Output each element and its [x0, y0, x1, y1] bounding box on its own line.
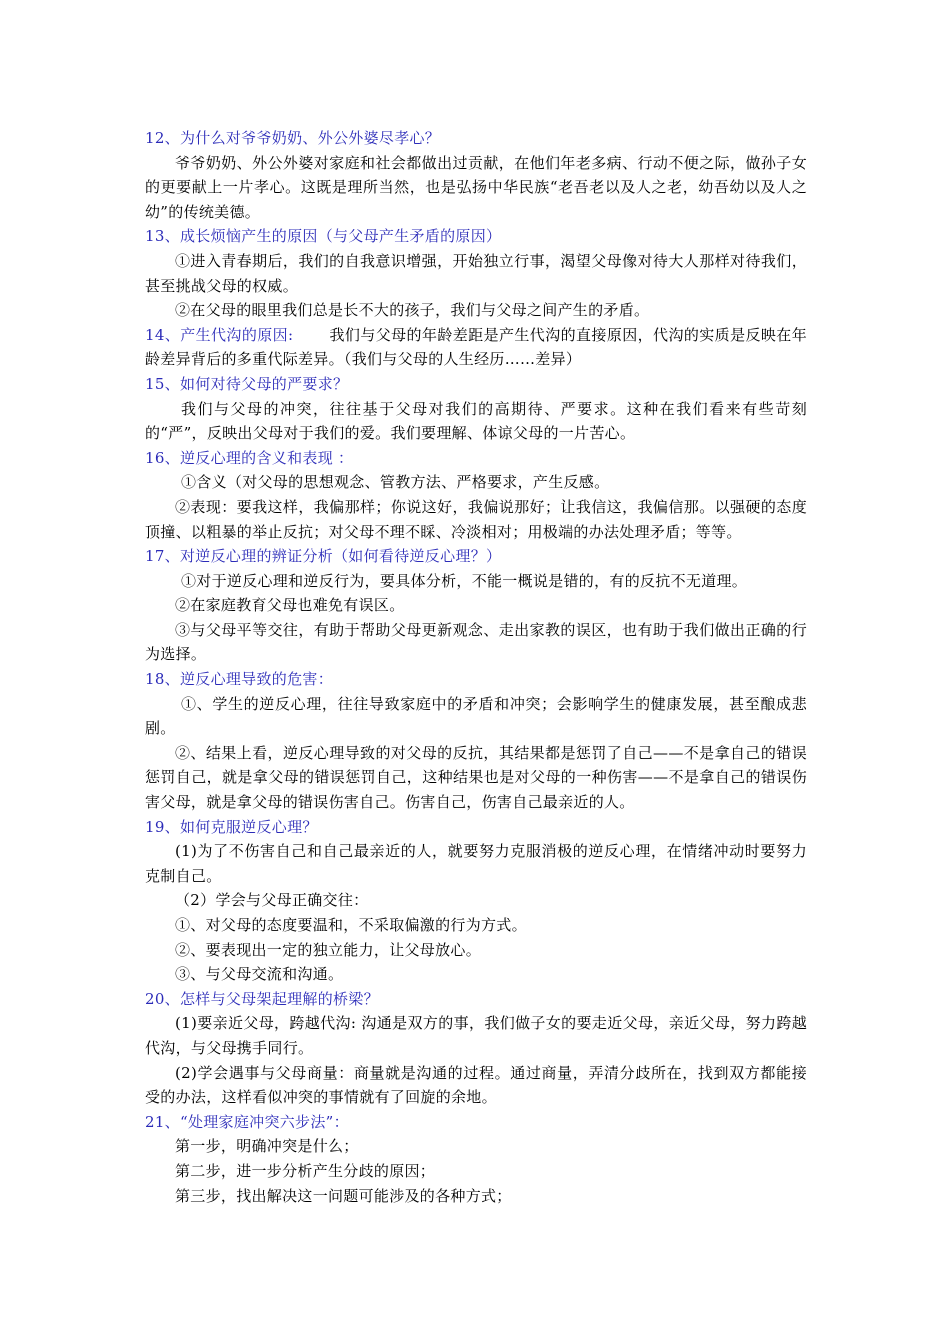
heading-18: 18、逆反心理导致的危害：	[145, 670, 333, 689]
paragraph-19-5: ③、与父母交流和沟通。	[175, 965, 344, 984]
paragraph-14	[145, 323, 807, 372]
paragraph-18-2: ②、结果上看，逆反心理导致的对父母的反抗，其结果都是惩罚了自己——不是拿自己的错误惩罚自己，就是拿父母的错误惩罚自己，这种结果也是对父母的一种伤害——不是拿自己的错误伤害父母，就是拿父母的错误伤害自己。伤害自己，伤害自己最亲近的人。	[145, 743, 807, 812]
paragraph-21-3: 第三步，找出解决这一问题可能涉及的各种方式；	[175, 1186, 512, 1205]
paragraph-21-1: 第一步，明确冲突是什么；	[175, 1137, 359, 1156]
paragraph-19-1: (1)为了不伤害自己和自己最亲近的人，就要努力克服消极的逆反心理，在情绪冲动时要努力克制自己。	[145, 842, 807, 885]
document-body	[145, 126, 807, 1208]
paragraph-19-4: ②、要表现出一定的独立能力，让父母放心。	[175, 940, 482, 959]
paragraph-16-2: ②表现：要我这样，我偏那样；你说这好，我偏说那好；让我信这，我偏信那。以强硬的态度顶撞、以粗暴的举止反抗；对父母不理不睬、冷淡相对；用极端的办法处理矛盾；等等。	[145, 497, 807, 541]
paragraph-17-2: ②在家庭教育父母也难免有误区。	[175, 596, 405, 615]
paragraph-14-text: 我们与父母的年龄差距是产生代沟的直接原因，代沟的实质是反映在年龄差异背后的多重代际差异。（我们与父母的人生经历……差异）	[145, 325, 807, 369]
paragraph-16-1: ①含义（对父母的思想观念、管教方法、严格要求，产生反感。	[181, 473, 610, 492]
heading-14: 14、产生代沟的原因:	[145, 325, 294, 344]
paragraph-20-2: (2)学会遇事与父母商量：商量就是沟通的过程。通过商量，弄清分歧所在，找到双方都能接受的办法，这样看似冲突的事情就有了回旋的余地。	[145, 1063, 807, 1107]
heading-17: 17、对逆反心理的辨证分析（如何看待逆反心理？）	[145, 547, 502, 566]
paragraph-13-1: ①进入青春期后，我们的自我意识增强，开始独立行事，渴望父母像对待大人那样对待我们，甚至挑战父母的权威。	[145, 251, 807, 295]
heading-12: 12、为什么对爷爷奶奶、外公外婆尽孝心？	[145, 129, 441, 147]
heading-20: 20、怎样与父母架起理解的桥梁？	[145, 989, 379, 1008]
paragraph-17-3: ③与父母平等交往，有助于帮助父母更新观念、走出家教的误区，也有助于我们做出正确的行为选择。	[145, 620, 807, 664]
paragraph-15-1: 我们与父母的冲突，往往基于父母对我们的高期待、严要求。这种在我们看来有些苛刻的“严”，反映出父母对于我们的爱。我们要理解、体谅父母的一片苦心。	[145, 399, 807, 443]
paragraph-17-1: ①对于逆反心理和逆反行为，要具体分析，不能一概说是错的，有的反抗不无道理。	[181, 571, 748, 590]
heading-13: 13、成长烦恼产生的原因（与父母产生矛盾的原因）	[145, 227, 502, 246]
paragraph-19-2: （2）学会与父母正确交往：	[175, 891, 369, 910]
paragraph-19-3: ①、对父母的态度要温和，不采取偏激的行为方式。	[175, 916, 527, 934]
heading-19: 19、如何克服逆反心理？	[145, 817, 318, 836]
paragraph-12-1: 爷爷奶奶、外公外婆对家庭和社会都做出过贡献，在他们年老多病、行动不便之际，做孙子女的更要献上一片孝心。这既是理所当然，也是弘扬中华民族“老吾老以及人之老，幼吾幼以及人之幼”的传统美德。	[145, 153, 807, 221]
heading-16: 16、逆反心理的含义和表现 ：	[145, 448, 354, 467]
heading-15: 15、如何对待父母的严要求？	[145, 374, 349, 393]
paragraph-20-1: (1)要亲近父母，跨越代沟: 沟通是双方的事，我们做子女的要走近父母，亲近父母，努力跨越代沟，与父母携手同行。	[145, 1014, 807, 1057]
heading-21: 21、“处理家庭冲突六步法”：	[145, 1112, 349, 1131]
paragraph-13-2: ②在父母的眼里我们总是长不大的孩子，我们与父母之间产生的矛盾。	[175, 301, 650, 320]
paragraph-18-1: ①、学生的逆反心理，往往导致家庭中的矛盾和冲突；会影响学生的健康发展，甚至酿成悲剧。	[145, 694, 807, 738]
paragraph-21-2: 第二步，进一步分析产生分歧的原因；	[175, 1161, 436, 1180]
